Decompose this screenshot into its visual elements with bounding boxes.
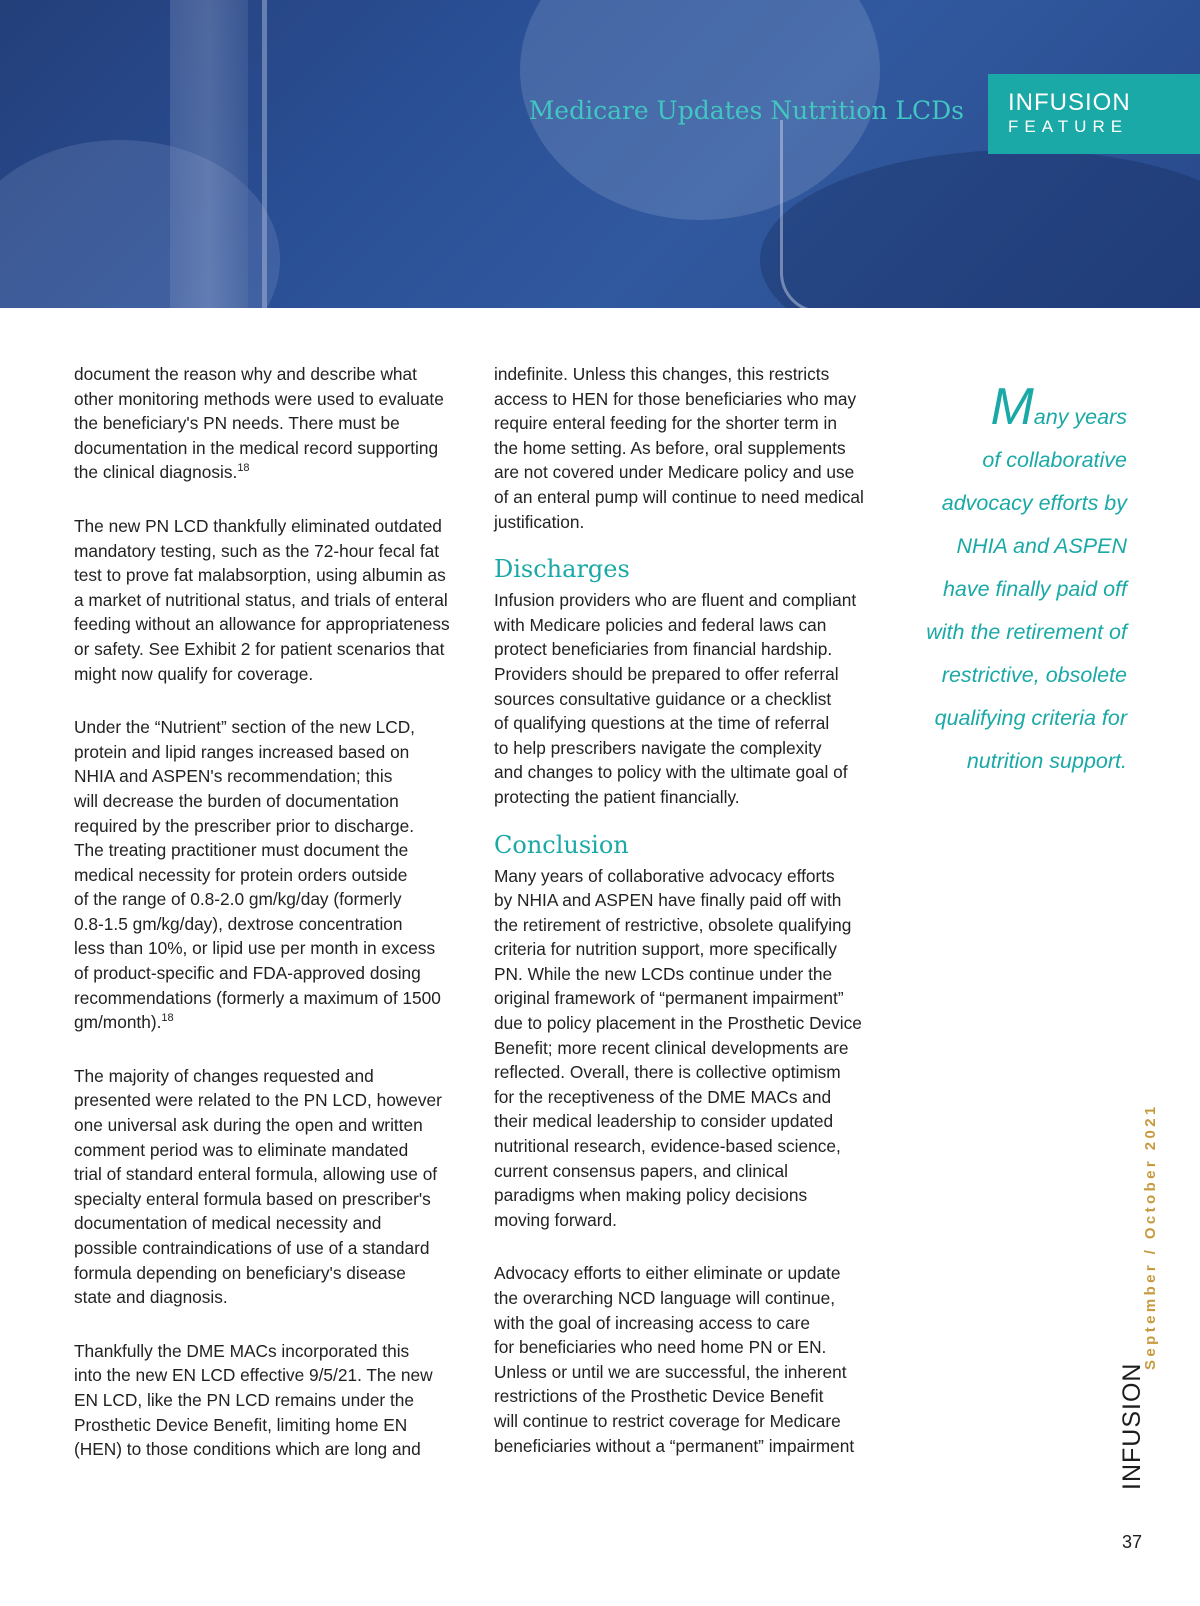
- badge-sub: FEATURE: [1008, 117, 1129, 136]
- drop-cap: M: [990, 378, 1034, 436]
- pull-quote: [905, 378, 1127, 783]
- magazine-logo: INFUSION: [1118, 1362, 1146, 1490]
- issue-date: September / October 2021: [1142, 1103, 1159, 1370]
- paragraph: Advocacy efforts to either eliminate or update the overarching NCD language will continue, with the goal of increasing access to care for beneficiaries who need home PN or EN. Unless or until we are successful, the inherent restrictions of the Prosthetic Device Benefit will continue to restrict coverage for Medicare beneficiaries without a “permanent” impairment: [494, 1263, 855, 1456]
- heading-discharges: Discharges: [494, 555, 630, 584]
- paragraph: The new PN LCD thankfully eliminated outdated mandatory testing, such as the 72-hour fecal fat test to prove fat malabsorption, using albumin as a market of nutritional status, and trials of enteral feeding without an allowance for appropriateness or safety. See Exhibit 2 for patient scenarios that might now qualify for coverage.: [74, 515, 450, 684]
- heading-conclusion: Conclusion: [494, 830, 629, 859]
- header-photo: [0, 0, 1200, 308]
- reference-number: 18: [237, 462, 250, 475]
- pull-quote-line: NHIA and ASPEN: [956, 534, 1127, 558]
- article-title: Medicare Updates Nutrition LCDs: [528, 96, 964, 125]
- badge-brand: INFUSION: [1008, 89, 1131, 116]
- pull-quote-line: have finally paid off: [942, 577, 1127, 601]
- paragraph: Infusion providers who are fluent and compliant with Medicare policies and federal laws can protect beneficiaries from financial hardship. Providers should be prepared to offer referral sources consultative guidance or a checklist of qualifying questions at the time of referral to help prescribers navigate the complexity and changes to policy with the ultimate goal of protecting the patient financially.: [494, 590, 857, 807]
- paragraph: Many years of collaborative advocacy efforts by NHIA and ASPEN have finally paid off with the retirement of restrictive, obsolete qualifying criteria for nutrition support, more specifically PN. While the new LCDs continue under the original framework of “permanent impairment” due to policy placement in the Prosthetic Device Benefit; more recent clinical developments are reflected. Overall, there is collective optimism for the receptiveness of the DME MACs and their medical leadership to consider updated nutritional research, evidence-based science, current consensus papers, and clinical paradigms when making policy decisions moving forward.: [494, 865, 862, 1230]
- pull-quote-line: with the retirement of: [926, 620, 1127, 644]
- pull-quote-line: nutrition support.: [966, 749, 1127, 773]
- pull-quote-line: qualifying criteria for: [934, 706, 1127, 730]
- paragraph: The majority of changes requested and presented were related to the PN LCD, however one universal ask during the open and written comment period was to eliminate mandated trial of standard enteral formula, allowing use of specialty enteral formula based on prescriber's documentation of medical necessity and possible contraindications of use of a standard formula depending on beneficiary's disease state and diagnosis.: [74, 1065, 442, 1308]
- column-left: [74, 362, 474, 1491]
- photo-edge: [262, 0, 267, 308]
- pull-quote-line: Many years: [990, 378, 1127, 436]
- section-badge: [988, 74, 1200, 154]
- reference-number: 18: [161, 1012, 174, 1025]
- paragraph: Under the “Nutrient” section of the new LCD, protein and lipid ranges increased based on NHIA and ASPEN's recommendation; this will decrease the burden of documentation required by the prescriber prior to discharge. The treating practitioner must document the medical necessity for protein orders outside of the range of 0.8-2.0 gm/kg/day (formerly 0.8-1.5 gm/kg/day), dextrose concentration less than 10%, or lipid use per month in excess of product-specific and FDA-approved dosing recommendations (formerly a maximum of 1500 gm/month).$^{18}$: [74, 717, 441, 1033]
- page-number: 37: [1122, 1532, 1143, 1552]
- pull-quote-line: restrictive, obsolete: [941, 663, 1127, 687]
- pull-quote-line: of collaborative: [982, 448, 1127, 472]
- photo-tube: [780, 120, 853, 308]
- paragraph: document the reason why and describe what other monitoring methods were used to evaluate the beneficiary's PN needs. There must be documentation in the medical record supporting the clinical diagnosis.$^{18}$: [74, 364, 444, 483]
- photo-bottle: [170, 0, 248, 308]
- paragraph: indefinite. Unless this changes, this restricts access to HEN for those beneficiaries who may require enteral feeding for the shorter term in the home setting. As before, oral supplements are not covered under Medicare policy and use of an enteral pump will continue to need medical justification.: [494, 364, 864, 532]
- column-middle: [494, 362, 894, 1487]
- paragraph: Thankfully the DME MACs incorporated this into the new EN LCD effective 9/5/21. The new EN LCD, like the PN LCD remains under the Prosthetic Device Benefit, limiting home EN (HEN) to those conditions which are long and: [74, 1340, 433, 1460]
- pull-quote-line: advocacy efforts by: [941, 491, 1127, 515]
